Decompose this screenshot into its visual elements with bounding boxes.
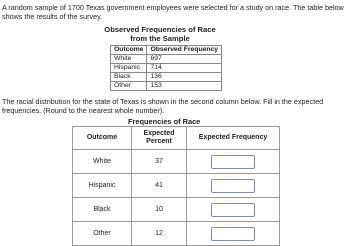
expected-frequency-input-black[interactable]: [211, 203, 255, 217]
expected-percent: 12: [132, 222, 187, 246]
expected-table-title: Frequencies of Race: [128, 117, 201, 126]
expected-frequency-input-white[interactable]: [211, 155, 255, 169]
problem-intro: A random sample of 1700 Texas government employees were selected for a study on race. The table below shows the results of the survey.: [2, 3, 344, 21]
observed-frequency-table: [110, 45, 222, 91]
expected-outcome: Black: [73, 198, 132, 222]
expected-frequency-input-other[interactable]: [211, 227, 255, 241]
observed-value: 714: [147, 64, 222, 73]
table-row: [111, 64, 222, 73]
expected-percent: 37: [132, 150, 187, 174]
expected-outcome: White: [73, 150, 132, 174]
expected-header-outcome: Outcome: [73, 127, 132, 150]
expected-frequency-input-hispanic[interactable]: [211, 179, 255, 193]
table-row: [111, 82, 222, 91]
observed-outcome: White: [111, 55, 147, 64]
observed-header-frequency: Observed Frequency: [147, 46, 222, 55]
table-row: [73, 150, 280, 174]
observed-value: 697: [147, 55, 222, 64]
observed-title-line1: Observed Frequencies of Race: [104, 25, 216, 34]
observed-value: 136: [147, 73, 222, 82]
table-row: [73, 222, 280, 246]
expected-header-percent: Expected Percent: [132, 127, 187, 150]
table-row: [73, 174, 280, 198]
expected-percent: 41: [132, 174, 187, 198]
observed-outcome: Hispanic: [111, 64, 147, 73]
table-row: [73, 198, 280, 222]
observed-header-row: [111, 46, 222, 55]
observed-outcome: Black: [111, 73, 147, 82]
expected-frequency-cell: [187, 222, 280, 246]
expected-header-frequency: Expected Frequency: [187, 127, 280, 150]
observed-header-outcome: Outcome: [111, 46, 147, 55]
observed-title-line2: from the Sample: [130, 34, 190, 43]
expected-frequency-table: [72, 126, 280, 246]
expected-frequency-cell: [187, 198, 280, 222]
table-row: [111, 73, 222, 82]
observed-outcome: Other: [111, 82, 147, 91]
observed-value: 153: [147, 82, 222, 91]
expected-percent: 10: [132, 198, 187, 222]
expected-outcome: Hispanic: [73, 174, 132, 198]
expected-outcome: Other: [73, 222, 132, 246]
instructions-text: The racial distribution for the state of Texas is shown in the second column below. Fill in the expected frequencies. (Round to the nearest whole number).: [2, 97, 324, 115]
observed-table-title: [90, 25, 230, 43]
expected-header-row: [73, 127, 280, 150]
table-row: [111, 55, 222, 64]
expected-frequency-cell: [187, 150, 280, 174]
expected-frequency-cell: [187, 174, 280, 198]
